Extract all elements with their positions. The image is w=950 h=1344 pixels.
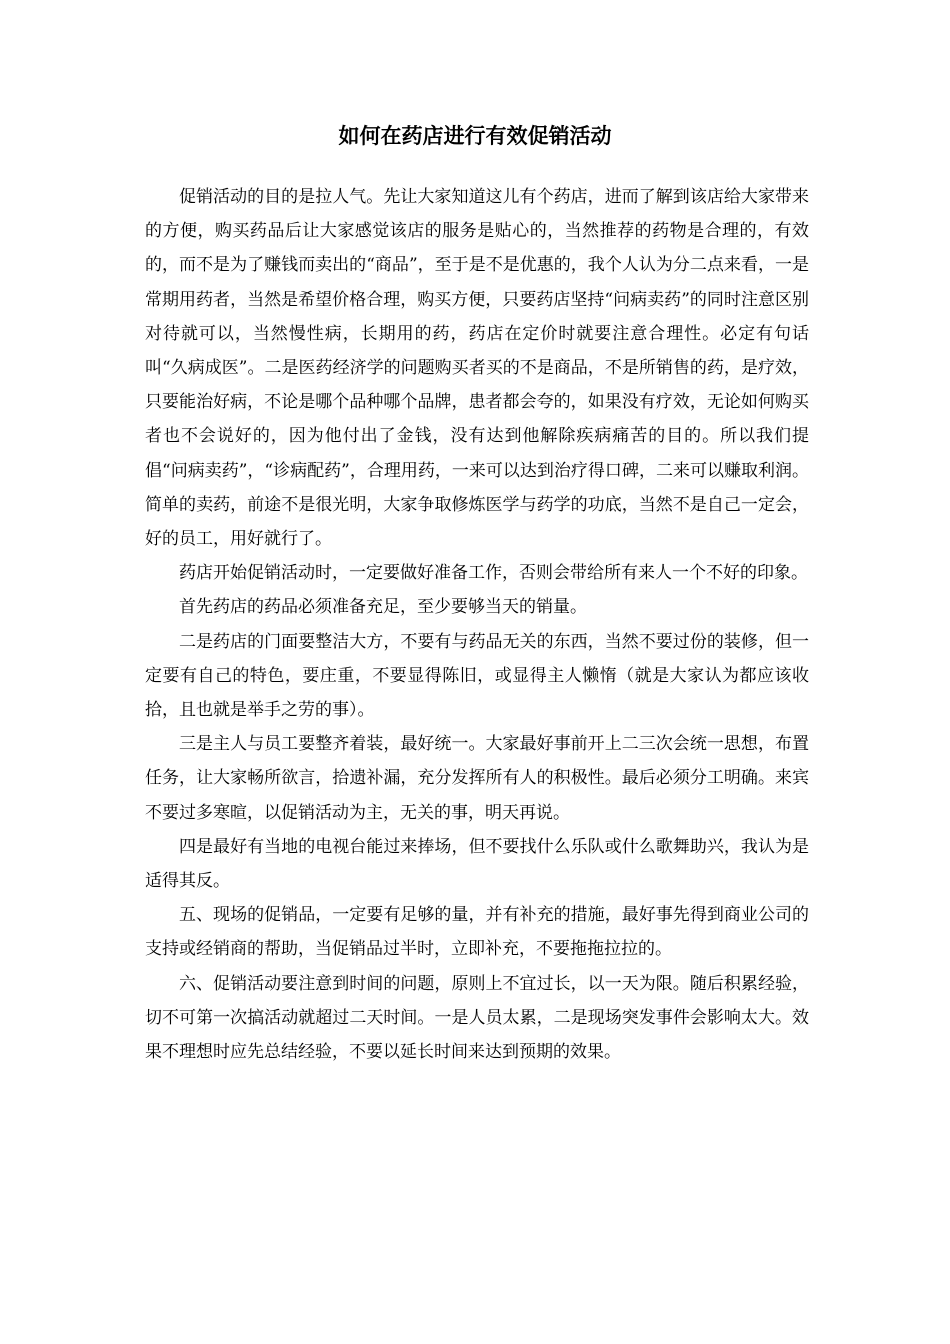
paragraph-promo-goods: 五、现场的促销品，一定要有足够的量，并有补充的措施，最好事先得到商业公司的支持或经销商的帮助，当促销品过半时，立即补充，不要拖拖拉拉的。 (145, 905, 809, 960)
document-body (145, 180, 809, 1069)
paragraph-duration: 六、促销活动要注意到时间的问题，原则上不宜过长，以一天为限。随后积累经验，切不可第一次搞活动就超过二天时间。一是人员太累，二是现场突发事件会影响太大。效果不理想时应先总结经验，不要以延长时间来达到预期的效果。 (145, 973, 809, 1063)
document-title: 如何在药店进行有效促销活动 (338, 124, 612, 148)
paragraph-storefront: 二是药店的门面要整洁大方，不要有与药品无关的东西，当然不要过份的装修，但一定要有自己的特色，要庄重，不要显得陈旧，或显得主人懒惰（就是大家认为都应该收拾，且也就是举手之劳的事）。 (145, 631, 809, 721)
paragraph-staff: 三是主人与员工要整齐着装，最好统一。大家最好事前开上二三次会统一思想，布置任务，让大家畅所欲言，拾遗补漏，充分发挥所有人的积极性。最后必须分工明确。来宾不要过多寒暄，以促销活动为主，无关的事，明天再说。 (145, 734, 809, 823)
paragraph-preparation: 药店开始促销活动时，一定要做好准备工作，否则会带给所有来人一个不好的印象。 (179, 563, 808, 584)
paragraph-stock: 首先药店的药品必须准备充足，至少要够当天的销量。 (179, 597, 587, 618)
paragraph-tv-station: 四是最好有当地的电视台能过来捧场，但不要找什么乐队或什么歌舞助兴，我认为是适得其反。 (145, 836, 809, 892)
paragraph-purpose: 促销活动的目的是拉人气。先让大家知道这儿有个药店，进而了解到该店给大家带来的方便，购买药品后让大家感觉该店的服务是贴心的，当然推荐的药物是合理的，有效的，而不是为了赚钱而卖出的“商品”，至于是不是优惠的，我个人认为分二点来看，一是常期用药者，当然是希望价格合理，购买方便，只要药店坚持“问病卖药”的同时注意区别对待就可以，当然慢性病，长期用的药，药店在定价时就要注意合理性。必定有句话叫“久病成医”。二是医药经济学的问题购买者买的不是商品，不是所销售的药，是疗效，只要能治好病，不论是哪个品种哪个品牌，患者都会夸的，如果没有疗效，无论如何购买者也不会说好的，因为他付出了金钱，没有达到他解除疾病痛苦的目的。所以我们提倡“问病卖药”，“诊病配药”，合理用药，一来可以达到治疗得口碑，二来可以赚取利润。简单的卖药，前途不是很光明，大家争取修炼医学与药学的功底，当然不是自己一定会，好的员工，用好就行了。 (145, 187, 809, 550)
